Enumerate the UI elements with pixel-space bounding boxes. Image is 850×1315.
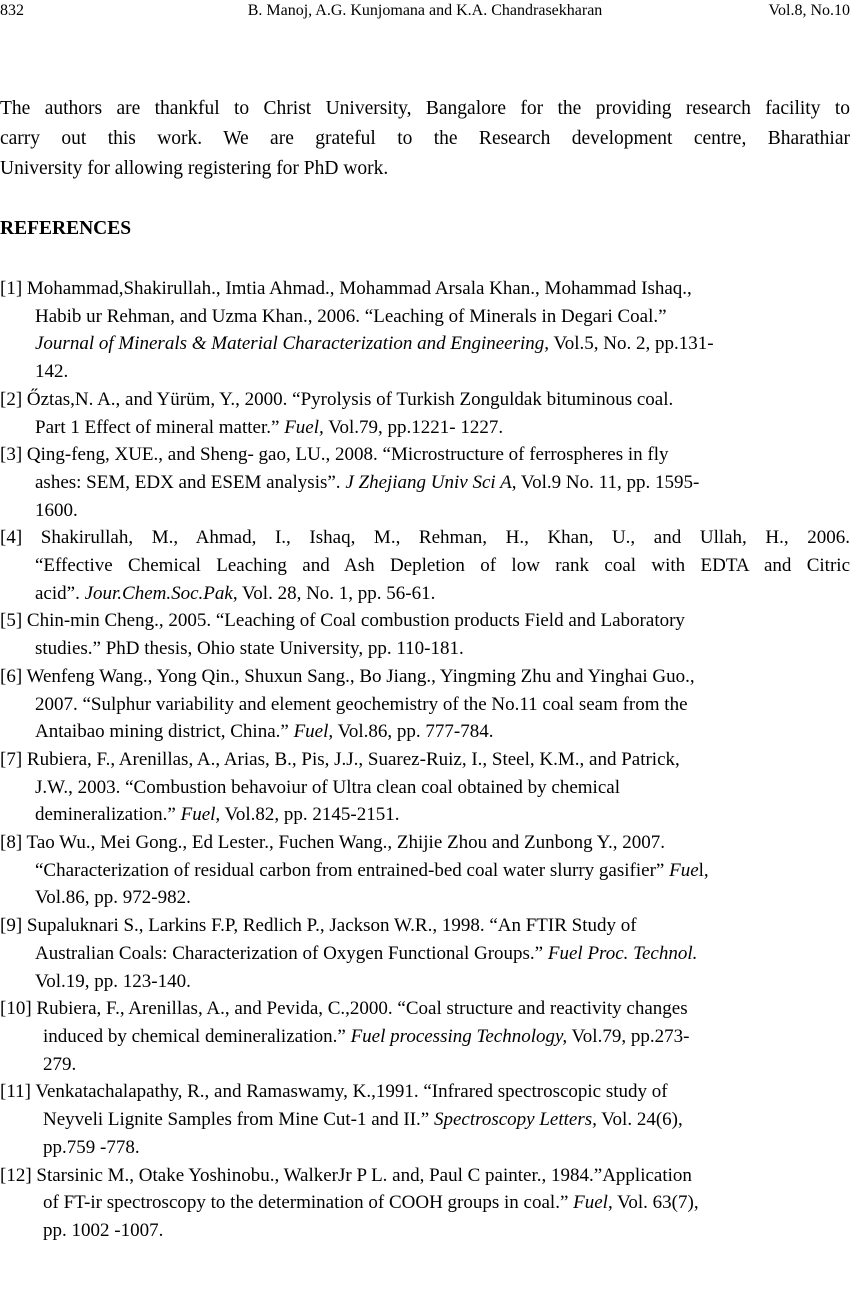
reference-item — [0, 663, 850, 746]
reference-list — [0, 275, 850, 1245]
reference-line: induced by chemical demineralization.” Fuel processing Technology, Vol.79, pp.273- — [43, 1025, 690, 1047]
journal-name: Journal of Minerals & Material Characterization and Engineering, — [35, 333, 550, 355]
reference-line: [9] Supaluknari S., Larkins F.P, Redlich P., Jackson W.R., 1998. “An FTIR Study of — [0, 915, 637, 937]
journal-name: J Zhejiang Univ Sci A — [345, 471, 512, 493]
reference-line: of FT-ir spectroscopy to the determination of COOH groups in coal.” Fuel, Vol. 63(7), — [43, 1192, 699, 1214]
reference-item — [0, 441, 850, 524]
reference-item — [0, 607, 850, 662]
references-heading: REFERENCES — [0, 218, 132, 239]
page-number: 832 — [0, 2, 24, 19]
reference-line: [5] Chin-min Cheng., 2005. “Leaching of Coal combustion products Field and Laboratory — [0, 610, 685, 632]
reference-line: Part 1 Effect of mineral matter.” Fuel, Vol.79, pp.1221- 1227. — [35, 416, 504, 438]
journal-name: Fuel Proc. Technol. — [547, 942, 698, 964]
journal-name: Fuel processing Technology, — [350, 1025, 568, 1047]
reference-line: Neyveli Lignite Samples from Mine Cut-1 and II.” Spectroscopy Letters, Vol. 24(6), — [43, 1109, 683, 1131]
reference-item — [0, 912, 850, 995]
reference-line: J.W., 2003. “Combustion behavoiur of Ultra clean coal obtained by chemical — [35, 776, 620, 798]
reference-line: [6] Wenfeng Wang., Yong Qin., Shuxun Sang., Bo Jiang., Yingming Zhu and Yinghai Guo., — [0, 665, 695, 687]
reference-line: [2] Őztas,N. A., and Yürüm, Y., 2000. “Pyrolysis of Turkish Zonguldak bituminous coal. — [0, 388, 674, 410]
ack-line: The authors are thankful to Christ University, Bangalore for the providing research facility to — [0, 98, 850, 119]
journal-name: Fue — [669, 859, 699, 881]
reference-line: Vol.86, pp. 972-982. — [35, 887, 191, 909]
reference-item — [0, 746, 850, 829]
reference-item — [0, 995, 850, 1078]
reference-line: acid”. Jour.Chem.Soc.Pak, Vol. 28, No. 1, pp. 56-61. — [35, 582, 436, 604]
reference-line: studies.” PhD thesis, Ohio state University, pp. 110-181. — [35, 638, 464, 660]
reference-item — [0, 1078, 850, 1161]
acknowledgement-paragraph — [0, 94, 850, 184]
journal-name: Fuel, — [180, 804, 221, 826]
reference-line: Antaibao mining district, China.” Fuel, Vol.86, pp. 777-784. — [35, 721, 494, 743]
reference-line: 1600. — [35, 499, 78, 521]
reference-line: [8] Tao Wu., Mei Gong., Ed Lester., Fuchen Wang., Zhijie Zhou and Zunbong Y., 2007. — [0, 832, 665, 854]
running-header — [0, 0, 850, 24]
reference-line: [12] Starsinic M., Otake Yoshinobu., WalkerJr P L. and, Paul C painter., 1984.”Application — [0, 1164, 692, 1186]
reference-item — [0, 829, 850, 912]
reference-line: [11] Venkatachalapathy, R., and Ramaswamy, K.,1991. “Infrared spectroscopic study of — [0, 1081, 668, 1103]
journal-name: Fuel — [573, 1192, 608, 1214]
reference-item — [0, 386, 850, 441]
ack-line: carry out this work. We are grateful to the Research development centre, Bharathiar — [0, 128, 850, 149]
reference-item — [0, 275, 850, 386]
reference-line: Journal of Minerals & Material Characterization and Engineering, Vol.5, No. 2, pp.131- — [35, 333, 714, 355]
reference-line: [4] Shakirullah, M., Ahmad, I., Ishaq, M., Rehman, H., Khan, U., and Ullah, H., 2006. — [0, 527, 850, 549]
reference-item — [0, 1162, 850, 1245]
reference-line: ashes: SEM, EDX and ESEM analysis”. J Zhejiang Univ Sci A, Vol.9 No. 11, pp. 1595- — [35, 471, 700, 493]
journal-name: Spectroscopy Letters, — [434, 1109, 597, 1131]
reference-line: Habib ur Rehman, and Uzma Khan., 2006. “Leaching of Minerals in Degari Coal.” — [35, 305, 667, 327]
reference-line: “Characterization of residual carbon from entrained-bed coal water slurry gasifier” Fuel, — [35, 859, 709, 881]
reference-line: Australian Coals: Characterization of Oxygen Functional Groups.” Fuel Proc. Technol. — [35, 942, 698, 964]
reference-line: 2007. “Sulphur variability and element geochemistry of the No.11 coal seam from the — [35, 693, 688, 715]
header-volume: Vol.8, No.10 — [768, 2, 850, 19]
reference-line: pp. 1002 -1007. — [43, 1219, 164, 1241]
reference-line: Vol.19, pp. 123-140. — [35, 970, 191, 992]
reference-line: pp.759 -778. — [43, 1136, 140, 1158]
journal-name: Jour.Chem.Soc.Pak — [84, 582, 233, 604]
reference-line: [3] Qing-feng, XUE., and Sheng- gao, LU., 2008. “Microstructure of ferrospheres in fly — [0, 444, 669, 466]
reference-line: 142. — [35, 361, 69, 383]
header-authors: B. Manoj, A.G. Kunjomana and K.A. Chandrasekharan — [247, 2, 603, 19]
reference-item — [0, 524, 850, 607]
reference-line: “Effective Chemical Leaching and Ash Depletion of low rank coal with EDTA and Citric — [35, 555, 850, 577]
journal-name: Fuel, — [293, 721, 334, 743]
reference-line: [10] Rubiera, F., Arenillas, A., and Pevida, C.,2000. “Coal structure and reactivity changes — [0, 998, 688, 1020]
reference-line: 279. — [43, 1053, 77, 1075]
reference-line: [1] Mohammad,Shakirullah., Imtia Ahmad., Mohammad Arsala Khan., Mohammad Ishaq., — [0, 278, 692, 299]
journal-name: Fuel, — [284, 416, 324, 438]
reference-line: [7] Rubiera, F., Arenillas, A., Arias, B., Pis, J.J., Suarez-Ruiz, I., Steel, K.M., and Patrick, — [0, 748, 680, 770]
reference-line: demineralization.” Fuel, Vol.82, pp. 2145-2151. — [35, 804, 400, 826]
ack-line: University for allowing registering for PhD work. — [0, 158, 389, 179]
